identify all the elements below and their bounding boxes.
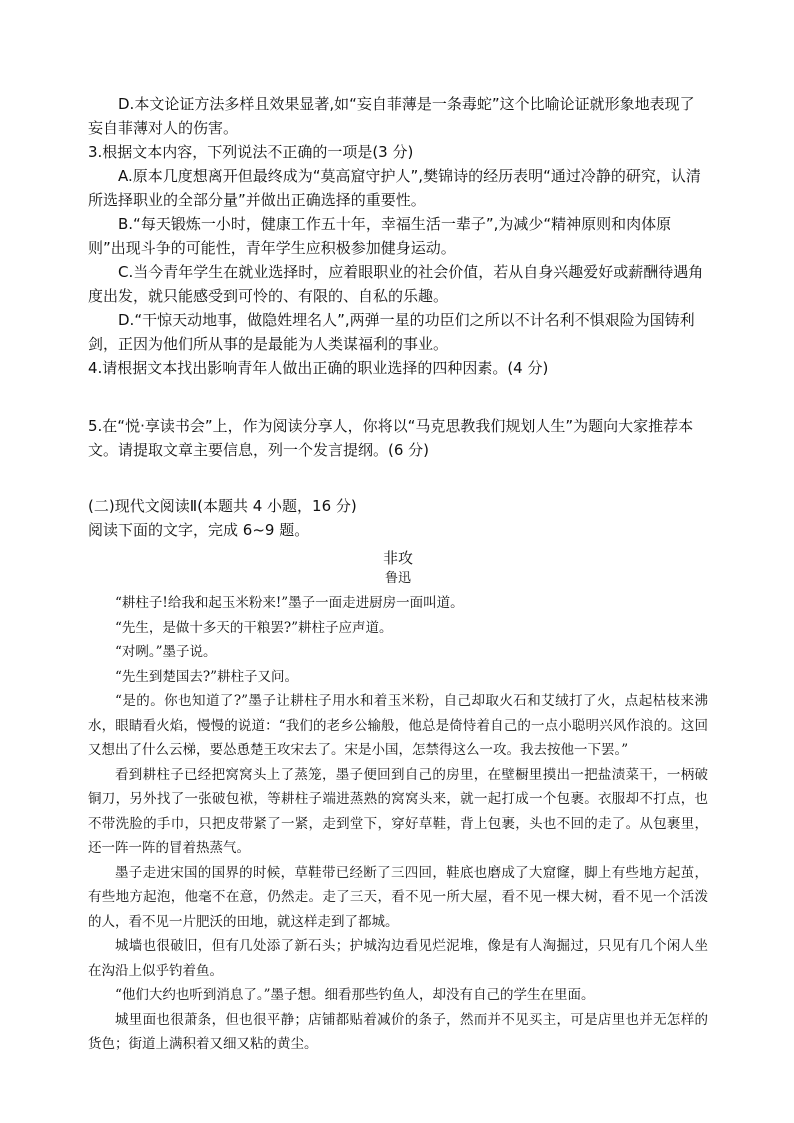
section-header (88, 494, 708, 542)
question-3-option-d: D.“干惊天动地事，做隐姓埋名人”,两弹一星的功臣们之所以不计名利不惧艰险为国铸利剑，正因为他们所从事的是最能为人类谋福利的事业。 (88, 311, 695, 353)
article-paragraph: 墨子走进宋国的国界的时候，草鞋带已经断了三四回，鞋底也磨成了大窟窿，脚上有些地方起茧，有些地方起泡，他毫不在意，仍然走。走了三天，看不见一所大屋，看不见一棵大树，看不见一个活泼的人，看不见一片肥沃的田地，就这样走到了都城。 (88, 864, 708, 930)
article-paragraph: “是的。你也知道了?”墨子让耕柱子用水和着玉米粉，自己却取火石和艾绒打了火，点起枯枝来沸水，眼睛看火焰，慢慢的说道：“我们的老乡公输般，他总是倚恃着自己的一点小聪明兴风作浪的。这回又想出了什么云梯，要怂恿楚王攻宋去了。宋是小国，怎禁得这么一攻。我去按他一下罢。” (88, 693, 708, 758)
question-5-text: 5.在“悦·享读书会”上，作为阅读分享人，你将以“马克思教我们规划人生”为题向大家推荐本文。请提取文章主要信息，列一个发言提纲。(6 分) (88, 417, 694, 459)
article-paragraph: 城里面也很萧条，但也很平静；店铺都贴着减价的条子，然而并不见买主，可是店里也并无怎样的货色；街道上满积着又细又粘的黄尘。 (88, 1011, 708, 1052)
section-instruction: 阅读下面的文字，完成 6~9 题。 (88, 521, 310, 539)
article-paragraph: “对咧。”墨子说。 (115, 644, 217, 660)
question-2-option-d (88, 92, 708, 140)
question-5 (88, 414, 708, 462)
question-3-option-c: C.当今青年学生在就业选择时，应着眼职业的社会价值，若从自身兴趣爱好或薪酬待遇角度出发，就只能感受到可怜的、有限的、自私的乐趣。 (88, 263, 704, 305)
article-paragraph: “先生，是做十多天的干粮罢?”耕柱子应声道。 (115, 619, 393, 636)
question-4: 4.请根据文本找出影响青年人做出正确的职业选择的四种因素。(4 分) (88, 359, 549, 377)
question-3-option-b: B.“每天锻炼一小时，健康工作五十年，幸福生活一辈子”,为减少“精神原则和肉体原则”出现斗争的可能性，青年学生应积极参加健身运动。 (88, 215, 672, 257)
article-paragraph: “先生到楚国去?”耕柱子又问。 (115, 668, 299, 685)
article-title: 非攻 (382, 549, 413, 567)
article-author: 鲁迅 (384, 571, 411, 586)
question-3-option-a: A.原本几度想离开但最终成为“莫高窟守护人”,樊锦诗的经历表明“通过冷静的研究，认清所选择职业的全部分量”并做出正确选择的重要性。 (88, 167, 701, 209)
option-d-text: D.本文论证方法多样且效果显著,如“妄自菲薄是一条毒蛇”这个比喻论证就形象地表现了妄自菲薄对人的伤害。 (88, 95, 695, 137)
section-heading: (二)现代文阅读Ⅱ(本题共 4 小题，16 分) (88, 497, 357, 515)
article (88, 547, 708, 1057)
question-3 (88, 140, 708, 380)
article-paragraph: “耕柱子!给我和起玉米粉来!”墨子一面走进厨房一面叫道。 (115, 595, 464, 611)
question-3-stem: 3.根据文本内容，下列说法不正确的一项是(3 分) (88, 143, 414, 161)
article-paragraph: 城墙也很破旧，但有几处添了新石头；护城沟边看见烂泥堆，像是有人淘掘过，只见有几个闲人坐在沟沿上似乎钓着鱼。 (88, 938, 708, 979)
article-paragraph: 看到耕柱子已经把窝窝头上了蒸笼，墨子便回到自己的房里，在壁橱里摸出一把盐渍菜干，一柄破铜刀，另外找了一张破包袱，等耕柱子端进蒸熟的窝窝头来，就一起打成一个包裹。衣服却不打点，也不带洗脸的手巾，只把皮带紧了一紧，走到堂下，穿好草鞋，背上包裹，头也不回的走了。从包裹里，还一阵一阵的冒着热蒸气。 (88, 766, 708, 856)
article-paragraph: “他们大约也听到消息了。”墨子想。细看那些钓鱼人，却没有自己的学生在里面。 (115, 987, 595, 1003)
